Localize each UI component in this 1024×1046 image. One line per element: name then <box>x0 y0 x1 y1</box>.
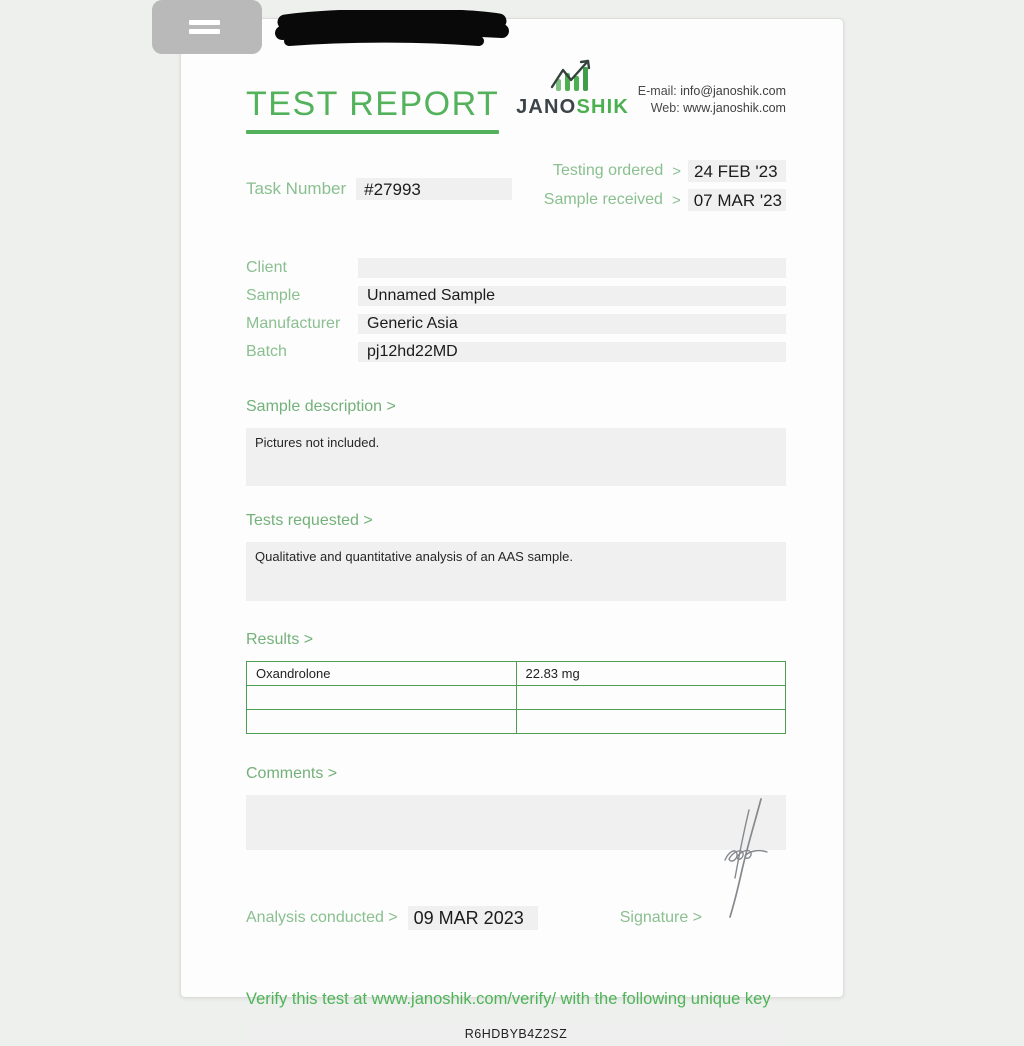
bar-chart-growth-icon <box>548 59 598 95</box>
manufacturer-label: Manufacturer <box>246 315 341 332</box>
sample-description-box: Pictures not included. <box>246 428 786 486</box>
sample-received-row <box>544 189 786 211</box>
meta-row <box>246 160 786 218</box>
analysis-conducted-label: Analysis conducted > <box>246 909 398 926</box>
task-number-group <box>246 160 512 218</box>
client-row <box>246 258 786 278</box>
email-label: E-mail: <box>637 84 677 98</box>
result-amount-cell <box>516 686 786 710</box>
logo-word-green: SHIK <box>576 96 630 118</box>
tests-requested-box: Qualitative and quantitative analysis of an AAS sample. <box>246 542 786 601</box>
web-value: www.janoshik.com <box>683 101 786 115</box>
logo-wordmark <box>516 97 629 117</box>
janoshik-logo <box>516 59 629 134</box>
client-value <box>358 258 786 278</box>
page-title: TEST REPORT <box>246 85 500 123</box>
title-underline <box>246 130 499 134</box>
test-report-document <box>180 18 844 1041</box>
batch-row <box>246 342 786 362</box>
contact-email-line <box>638 83 786 100</box>
logo-word-dark: JANO <box>516 96 577 118</box>
table-row <box>247 710 786 734</box>
hamburger-menu-icon <box>189 29 220 34</box>
manufacturer-value: Generic Asia <box>358 314 786 334</box>
testing-ordered-label: Testing ordered <box>552 162 664 179</box>
sample-row <box>246 286 786 306</box>
analysis-conducted-value: 09 MAR 2023 <box>408 906 538 930</box>
results-table <box>246 661 786 734</box>
sample-value: Unnamed Sample <box>358 286 786 306</box>
sample-info-fields <box>246 258 786 362</box>
verify-key: R6HDBYB4Z2SZ <box>246 1022 786 1046</box>
menu-button[interactable] <box>152 0 262 54</box>
result-amount-cell: 22.83 mg <box>516 662 786 686</box>
contact-block <box>638 83 786 134</box>
testing-ordered-row <box>544 160 786 182</box>
manufacturer-row <box>246 314 786 334</box>
title-block <box>246 59 499 134</box>
dates-group <box>544 160 786 218</box>
result-substance-cell: Oxandrolone <box>247 662 517 686</box>
task-number-value: #27993 <box>356 178 512 200</box>
chevron-separator: > <box>672 162 681 180</box>
email-value: info@janoshik.com <box>680 84 786 98</box>
web-label: Web: <box>650 101 680 115</box>
result-substance-cell <box>247 686 517 710</box>
verify-text: Verify this test at www.janoshik.com/verify/ with the following unique key <box>246 990 771 1008</box>
contact-web-line <box>638 100 786 117</box>
sample-received-label: Sample received <box>543 191 663 208</box>
results-heading: Results > <box>246 631 314 648</box>
comments-heading: Comments > <box>246 765 338 782</box>
table-row <box>247 662 786 686</box>
table-row <box>247 686 786 710</box>
result-substance-cell <box>247 710 517 734</box>
client-label: Client <box>246 259 287 276</box>
sample-description-heading: Sample description > <box>246 398 396 415</box>
sample-label: Sample <box>246 287 301 304</box>
batch-value: pj12hd22MD <box>358 342 786 362</box>
handwritten-signature <box>697 796 781 922</box>
batch-label: Batch <box>246 343 287 360</box>
task-number-label: Task Number <box>246 179 347 198</box>
result-amount-cell <box>516 710 786 734</box>
report-header <box>246 19 786 134</box>
signature-label: Signature > <box>619 909 702 926</box>
tests-requested-heading: Tests requested > <box>246 512 373 529</box>
testing-ordered-value: 24 FEB '23 <box>688 160 786 182</box>
sample-received-value: 07 MAR '23 <box>688 189 786 211</box>
chevron-separator: > <box>671 191 681 209</box>
hamburger-menu-icon <box>189 20 220 25</box>
